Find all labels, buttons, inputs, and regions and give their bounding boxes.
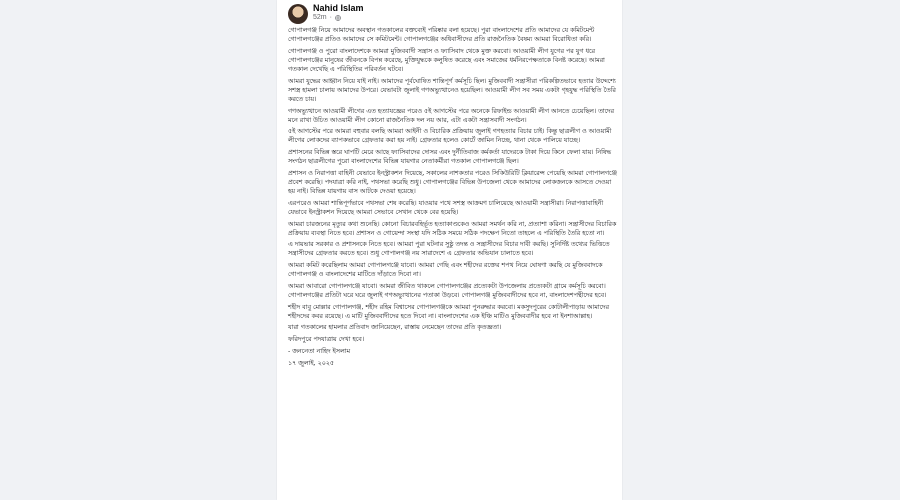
meta-separator: · — [329, 14, 332, 21]
post-paragraph: গোপালগঞ্জ নিয়ে আমাদের অবস্থান গতকালের বক্তব্যেই পরিষ্কার বলা হয়েছে। পুরা বাংলাদেশের প্রতি আমাদের যে কমিটমেন্ট গোপালগঞ্জের প্রতিও আমাদের সে কমিটমেন্ট। গোপালগঞ্জের অধিবাসীদের প্রতি রাজনৈতিক বৈষম্য আমরা বিরোধিতা করি। — [288, 27, 595, 44]
signature-date: ১৭ জুলাই, ২০২৫ — [288, 359, 334, 367]
author-name[interactable]: Nahid Islam — [313, 3, 364, 13]
post-paragraph: আমরা কমিট করেছিলাম আমরা গোপালগঞ্জে যাবো। আমরা গেছি এবং শহীদের রক্তের শপথ নিয়ে ঘোষণা করছি যে মুজিববাদকে গোপালগঞ্জ ও বাংলাদেশের মাটিতে দাঁড়াতে দিবো না। — [288, 262, 603, 279]
post-paragraph: প্রশাসনের বিভিন্ন স্তরে ঘাপটি মেরে আছে ফ্যাসিবাদের দোসর এবং দুর্নীতিবাজ কর্মকর্তা যাদেরকে টাকা দিয়ে কিনে ফেলা যায়। নিষিদ্ধ সংগঠন ছাত্রলীগের পুরো বাংলাদেশের বিভিন্ন যায়গার নেতাকর্মীরা গতকাল গোপালগঞ্জে ছিল। — [288, 149, 612, 166]
post-paragraph: এ দায়ভার সরকার ও প্রশাসনকে নিতে হবে। আমরা পুরা ঘটনার সুষ্ঠু তদন্ত ও সন্ত্রাসীদের বিচার দাবী করছি। সুনির্দিষ্ট তথ্যের ভিত্তিতে সন্ত্রাসীদের গ্রেফতার করতে হবে। শুধু গোপালগঞ্জ নয় সারাদেশে এ গ্রেফতার অভিযান চালাতে হবে। — [288, 241, 610, 258]
post-paragraph: গণঅভ্যুত্থানে আওয়ামী লীগের এত হত্যাযজ্ঞের পরেও ৫ই আগস্টের পরে অনেকে রিফাইন্ড আওয়ামী লীগ আনতে চেয়েছিল। তাদের মনে রাখা উচিত আওয়ামী লীগ কোনো রাজনৈতিক দল নয় আর, এটা একটা সন্ত্রাসবাদী সংগঠন। — [288, 107, 614, 124]
post-text — [288, 26, 617, 371]
author-avatar[interactable] — [288, 4, 308, 24]
post-time[interactable]: 52m — [313, 14, 327, 21]
facebook-post-card — [277, 0, 622, 500]
post-meta — [313, 14, 341, 21]
signature-name: - জননেতা নাহিদ ইসলাম — [288, 348, 350, 356]
post-paragraph: যারা গতকালের হামলার প্রতিবাদ জানিয়েছেন, রাস্তায় নেমেছেন তাদের প্রতি কৃতজ্ঞতা। — [288, 324, 502, 332]
post-paragraph: ফরিদপুরে পদযাত্রায় দেখা হবে। — [288, 336, 365, 344]
post-paragraph: আমরা আবারো গোপালগঞ্জে যাবো। আমরা জীবিত থাকলে গোপালগঞ্জের প্রত্যেকটা উপজেলায় প্রত্যেকটা গ্রামে কর্মসূচি করবো। গোপালগঞ্জের প্রতিটা ঘরে ঘরে জুলাই গণঅভ্যুত্থানের পতাকা উড়বে। গোপালগঞ্জ মুজিববাদীদের হবে না, বাংলাদেশপন্থীদের হবে। — [288, 282, 607, 299]
signature-block — [288, 347, 617, 368]
post-header — [277, 0, 622, 26]
post-paragraph: প্রশাসন ও নিরাপত্তা বাহিনী যেভাবে ইনস্ট্রাকশন দিয়েছে, সকালের নাশকতার পরেও সিকিউরিটি ক্লিয়ারেন্স পেয়েছি আমরা গোপালগঞ্জে প্রবেশ করেছি। পদযাত্রা করি নাই, পথসভা করেছি শুধু। গোপালগঞ্জের বিভিন্ন উপজেলা থেকে আমাদের লোকজনকে আসতে দেওয়া হয় নাই। বিভিন্ন যায়গায় বাস আটকে দেওয়া হয়েছে। — [288, 169, 617, 196]
post-paragraph: আমরা চারজনের মৃত্যুর কথা শুনেছি। কোনো বিচারবহির্ভূত হত্যাকাণ্ডকেও আমরা সমর্থন করি না, প্রত্যাশা করিনা। সন্ত্রাসীদের বিচারিক প্রক্রিয়ায় ব্যবস্থা নিতে হবে। প্রশাসন ও গোয়েন্দা সংস্থা যদি সঠিক সময়ে সঠিক পদক্ষেপ নিতো তাহলে এ পরিস্থিতি তৈরি হতো না। — [288, 220, 617, 237]
globe-icon — [335, 15, 341, 21]
post-paragraph: গোপালগঞ্জ ও পুরো বাংলাদেশকে আমরা মুজিববাদী সন্ত্রাস ও ফ্যাসিবাদ থেকে মুক্ত করবো। আওয়ামী লীগ যুগের পর যুগ ধরে গোপালগঞ্জের মানুষের জীবনকে বিপন্ন করেছে, মুক্তিযুদ্ধকে কলুষিত করেছে এবং সমাজের ধর্মনিরপেক্ষতাকে বিনষ্ট করেছে। আমরা গতকাল দেখেছি এ পরিস্থিতির পরিবর্তন ঘটবে। — [288, 47, 605, 73]
post-paragraph: এরপরেও আমরা শান্তিপূর্ণভাবে পথসভা শেষ করেছি। যাওয়ার পথে সশস্ত্র আক্রমণ চালিয়েছে আওয়ামী সন্ত্রাসীরা। নিরাপত্তাবাহিনী যেভাবে ইনস্ট্রাকশন দিয়েছে আমরা সেভাবে সেখান থেকে বের হয়েছি। — [288, 199, 604, 216]
post-paragraph: আমরা যুদ্ধের আহ্বান নিয়ে যাই নাই। আমাদের পূর্বঘোষিত শান্তিপূর্ণ কর্মসূচি ছিল। মুজিববাদী সন্ত্রাসীরা পরিকল্পিতভাবে হত্যার উদ্দেশ্যে সশস্ত্র হামলা চালায় আমাদের উপরে। যেভাবটা জুলাই গণঅভ্যুত্থানেও হয়েছিল। আওয়ামী লীগ সব সময় একটা গৃহযুদ্ধ পরিস্থিতি তৈরি করতে চায়। — [288, 77, 616, 103]
post-paragraph: শহীদ বাবু মোল্লার গোপালগঞ্জ, শহীদ রহিম বিশ্বাসের গোপালগঞ্জকে আমরা পুনরুদ্ধার করবো। মকসুদপুরের কোটালীপাড়ায় আমাদের শহীদদের কবর রয়েছে। এ মাটি মুজিববাদীদের হতে দিবো না। বাংলাদেশের এক ইঞ্চি মাটিও মুজিববাদীর হবে না ইনশাআল্লাহ। — [288, 303, 609, 320]
post-paragraph: ৫ই আগস্টের পরে আমরা বহুবার বলছি আমরা আইনী ও বিচারিক প্রক্রিয়ায় জুলাই গণহত্যার বিচার চাই। কিন্তু ছাত্রলীগ ও আওয়ামী লীগের লোকদের ব্যাপকভাবে গ্রেফতার করা হয় নাই। গ্রেফতার হলেও কোর্টে জামিন নিচ্ছে, থানা থেকে পালিয়ে যাচ্ছে। — [288, 128, 612, 145]
